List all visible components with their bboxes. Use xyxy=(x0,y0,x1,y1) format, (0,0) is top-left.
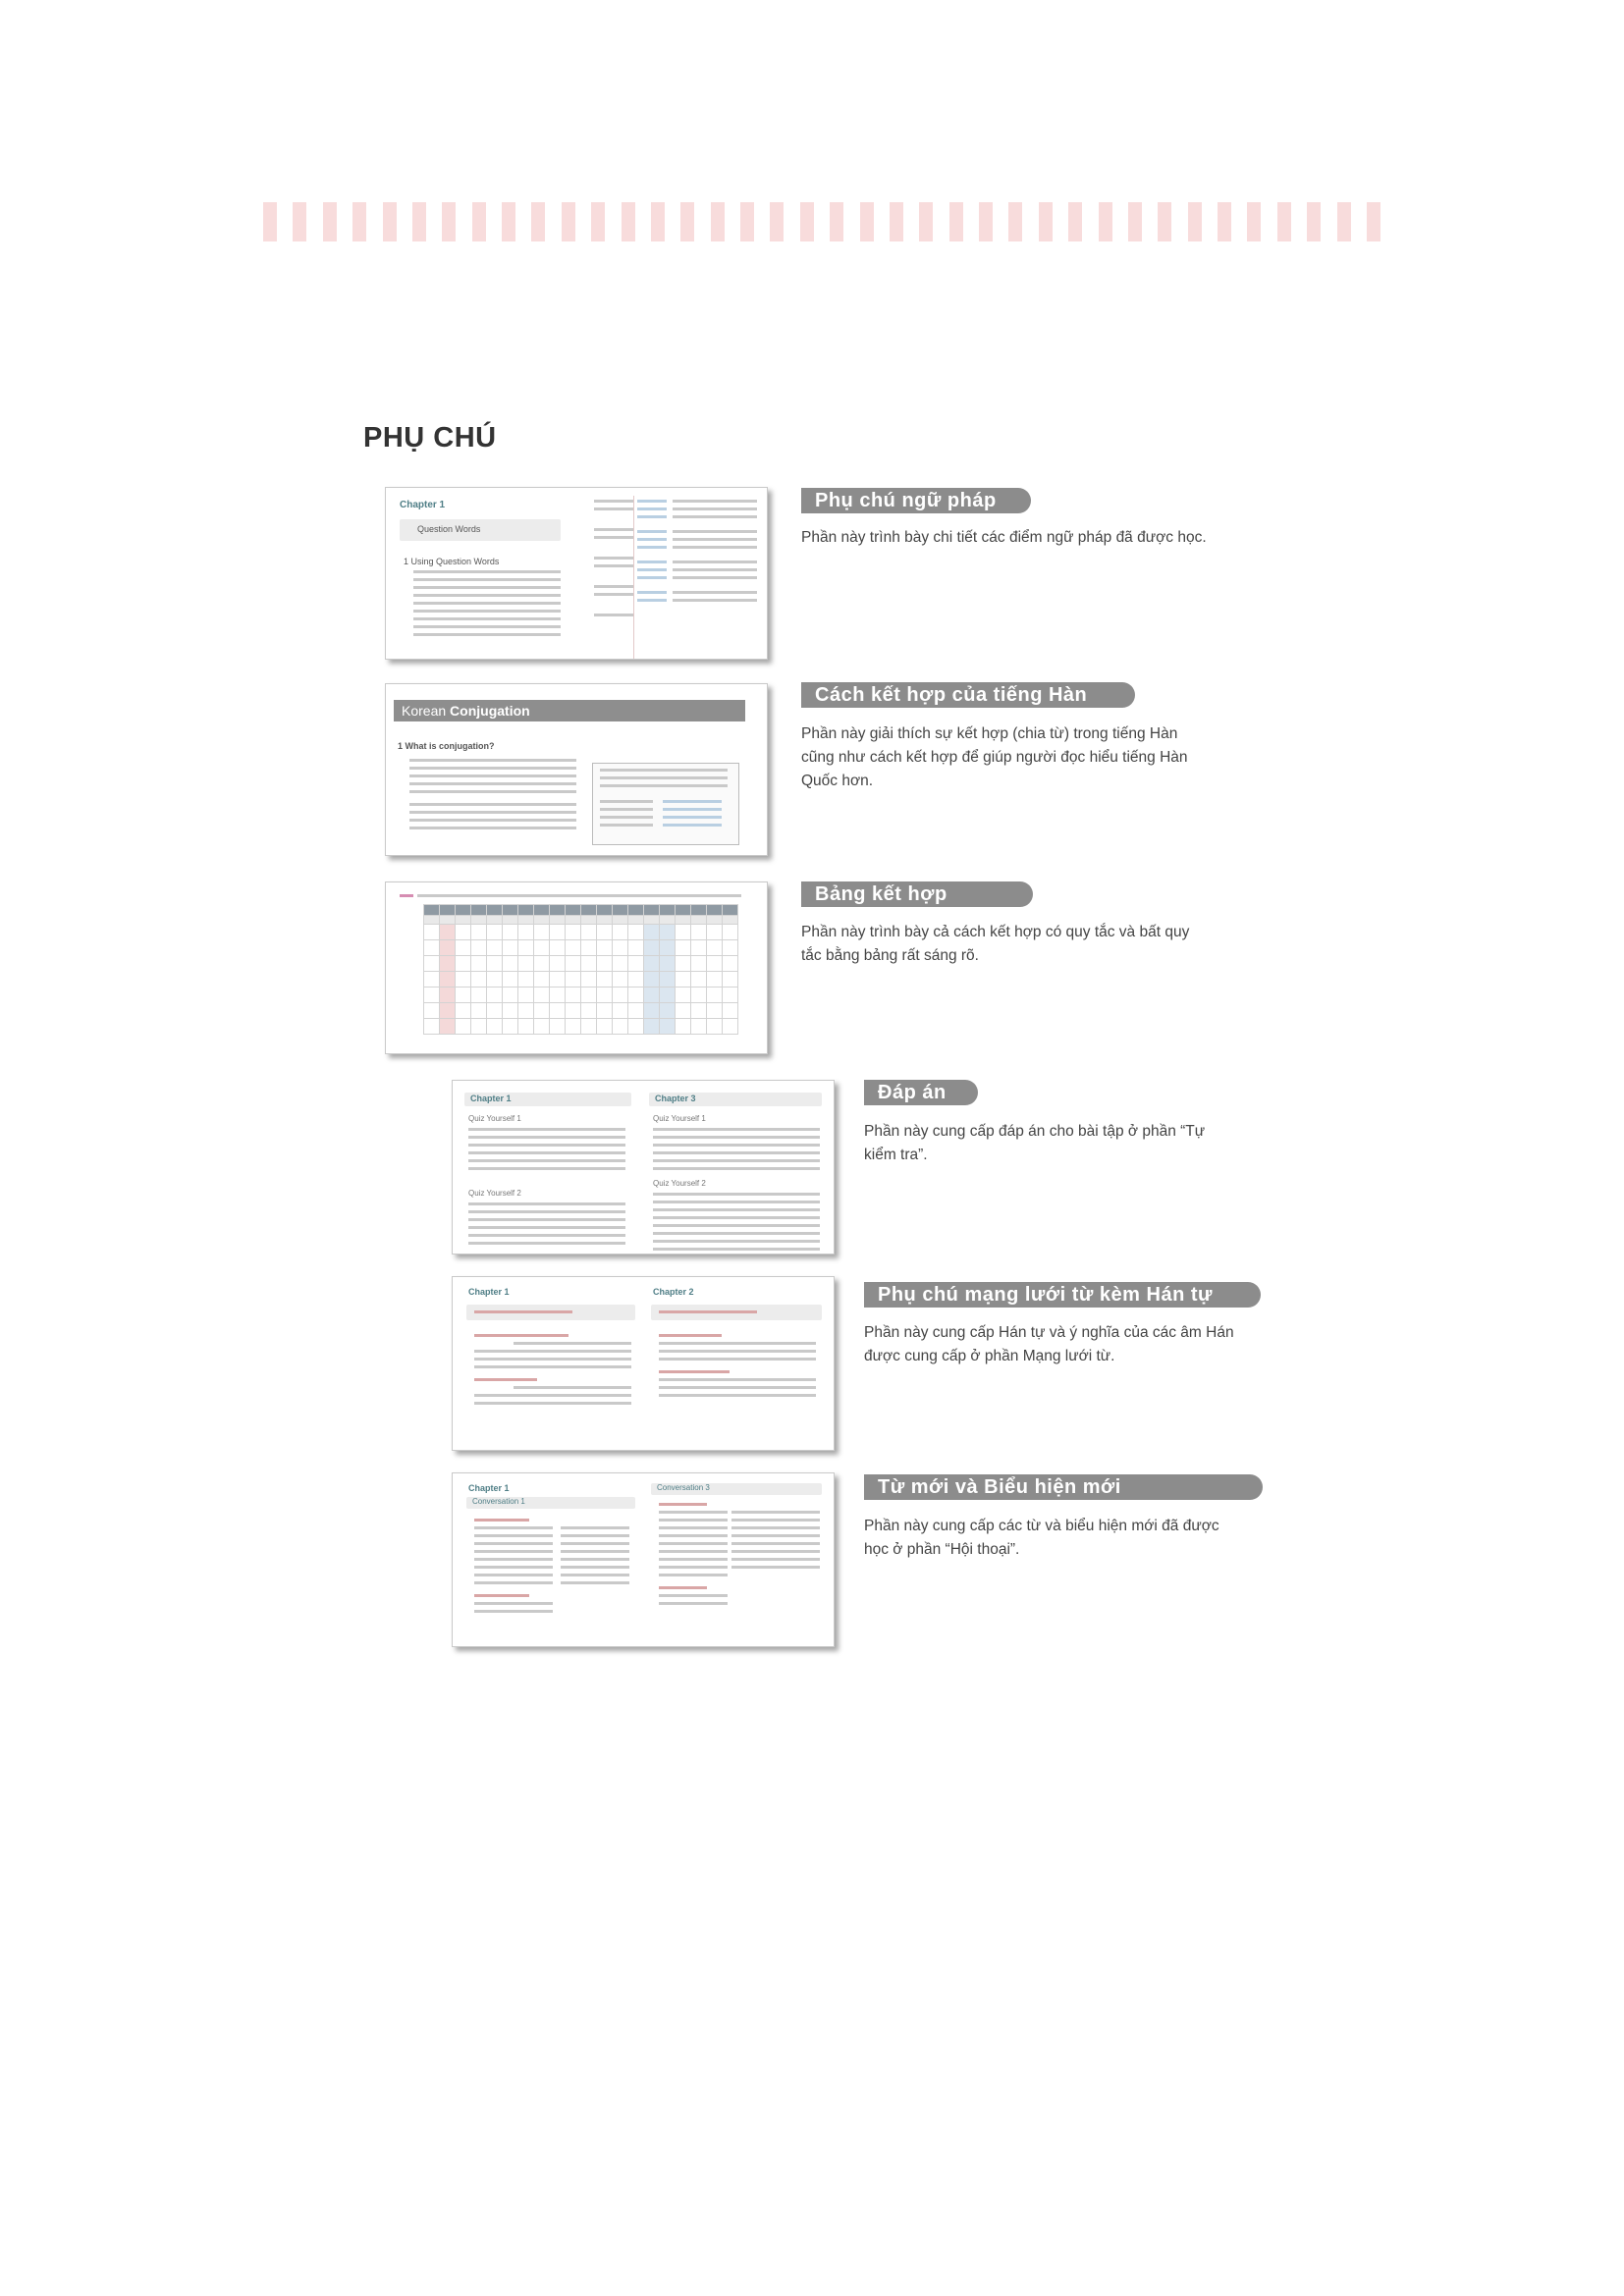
stripe-bar xyxy=(531,202,545,241)
thumb-left-chapter: Chapter 1 xyxy=(468,1483,510,1493)
thumb-left-sub: Conversation 1 xyxy=(472,1497,525,1506)
stripe-bar xyxy=(860,202,874,241)
stripe-bar xyxy=(1158,202,1171,241)
stripe-bar xyxy=(770,202,784,241)
stripe-bar xyxy=(502,202,515,241)
stripe-bar xyxy=(890,202,903,241)
stripe-bar xyxy=(830,202,843,241)
stripe-bar xyxy=(383,202,397,241)
stripe-bar xyxy=(1039,202,1053,241)
stripe-bar xyxy=(352,202,366,241)
stripe-bar xyxy=(740,202,754,241)
stripe-bar xyxy=(1099,202,1112,241)
thumb-right-chapter: Chapter 2 xyxy=(653,1287,694,1297)
thumb-right-chapter: Conversation 3 xyxy=(657,1483,710,1492)
section-desc-new-vocabulary: Phần này cung cấp các từ và biểu hiện mới đã được học ở phần “Hội thoại”. xyxy=(864,1518,1219,1558)
section-label-hanja-word-network: Phụ chú mạng lưới từ kèm Hán tự xyxy=(864,1282,1261,1308)
thumb-left-chapter: Chapter 1 xyxy=(470,1094,512,1103)
stripe-bar xyxy=(323,202,337,241)
section-desc-korean-conjugation: Phần này giải thích sự kết hợp (chia từ) trong tiếng Hàn cũng như cách kết hợp để giúp người đọc hiểu tiếng Hàn Quốc hơn. xyxy=(801,725,1188,789)
page-title: PHỤ CHÚ xyxy=(363,422,497,454)
banner-light-text: Korean xyxy=(402,703,447,719)
stripe-bar xyxy=(1188,202,1202,241)
stripe-bar xyxy=(1218,202,1231,241)
stripe-bar xyxy=(1337,202,1351,241)
banner-bold-text: Conjugation xyxy=(450,703,530,719)
section-label-answers: Đáp án xyxy=(864,1080,978,1105)
thumb-chapter: Chapter 1 xyxy=(400,500,446,510)
stripe-bar xyxy=(1307,202,1321,241)
stripe-bar xyxy=(622,202,635,241)
stripe-bar xyxy=(1367,202,1380,241)
stripe-bar xyxy=(711,202,725,241)
section-desc-conjugation-table: Phần này trình bày cả cách kết hợp có quy tắc và bất quy tắc bằng bảng rất sáng rõ. xyxy=(801,924,1190,964)
stripe-bar xyxy=(1068,202,1082,241)
conjugation-grid xyxy=(423,904,738,1035)
thumb-heading: Question Words xyxy=(417,524,481,534)
decorative-stripe xyxy=(263,202,1380,241)
thumb-banner xyxy=(394,700,745,721)
section-label-grammar-notes: Phụ chú ngữ pháp xyxy=(801,488,1031,513)
grammar-notes-thumbnail xyxy=(385,487,768,660)
stripe-bar xyxy=(1247,202,1261,241)
stripe-bar xyxy=(919,202,933,241)
stripe-bar xyxy=(651,202,665,241)
section-desc-hanja-word-network: Phần này cung cấp Hán tự và ý nghĩa của các âm Hán được cung cấp ở phần Mạng lưới từ. xyxy=(864,1324,1234,1364)
section-desc-grammar-notes: Phần này trình bày chi tiết các điểm ngữ pháp đã được học. xyxy=(801,529,1207,546)
thumb-quiz2-right: Quiz Yourself 2 xyxy=(653,1179,706,1188)
thumb-quiz2-left: Quiz Yourself 2 xyxy=(468,1189,521,1198)
hanja-word-network-thumbnail xyxy=(452,1276,835,1451)
stripe-bar xyxy=(979,202,993,241)
section-label-korean-conjugation: Cách kết hợp của tiếng Hàn xyxy=(801,682,1135,708)
stripe-bar xyxy=(680,202,694,241)
stripe-bar xyxy=(263,202,277,241)
section-label-conjugation-table: Bảng kết hợp xyxy=(801,881,1033,907)
thumb-item: 1 What is conjugation? xyxy=(398,741,495,751)
section-desc-answers: Phần này cung cấp đáp án cho bài tập ở phần “Tự kiểm tra”. xyxy=(864,1123,1206,1163)
thumb-left-chapter: Chapter 1 xyxy=(468,1287,510,1297)
stripe-bar xyxy=(1008,202,1022,241)
stripe-bar xyxy=(800,202,814,241)
stripe-bar xyxy=(562,202,575,241)
new-vocabulary-thumbnail xyxy=(452,1472,835,1647)
stripe-bar xyxy=(949,202,963,241)
thumb-right-chapter: Chapter 3 xyxy=(655,1094,696,1103)
stripe-bar xyxy=(591,202,605,241)
thumb-quiz-left: Quiz Yourself 1 xyxy=(468,1114,521,1123)
answers-thumbnail xyxy=(452,1080,835,1255)
section-label-new-vocabulary: Từ mới và Biểu hiện mới xyxy=(864,1474,1263,1500)
stripe-bar xyxy=(442,202,456,241)
stripe-bar xyxy=(1128,202,1142,241)
thumb-quiz-right: Quiz Yourself 1 xyxy=(653,1114,706,1123)
thumb-item: 1 Using Question Words xyxy=(404,557,500,566)
stripe-bar xyxy=(412,202,426,241)
conjugation-table-thumbnail xyxy=(385,881,768,1054)
stripe-bar xyxy=(293,202,306,241)
stripe-bar xyxy=(472,202,486,241)
stripe-bar xyxy=(1277,202,1291,241)
korean-conjugation-thumbnail xyxy=(385,683,768,856)
